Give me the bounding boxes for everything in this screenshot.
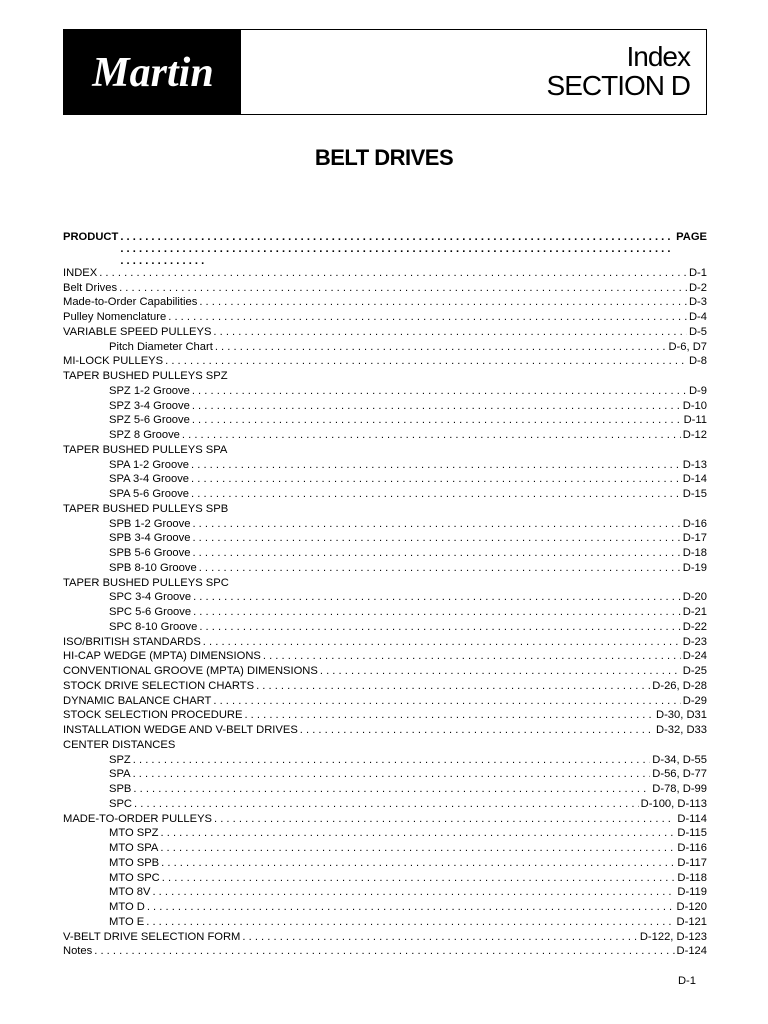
toc-entry-page: D-6, D7 xyxy=(668,340,707,353)
toc-entry-page: D-118 xyxy=(677,871,707,884)
toc-entry xyxy=(63,856,707,871)
toc-entry-label: INSTALLATION WEDGE AND V-BELT DRIVES xyxy=(63,724,298,737)
toc-entry-label: Notes xyxy=(63,945,93,958)
toc-entry-label: SPZ 8 Groove xyxy=(109,429,180,442)
toc-entry-label: TAPER BUSHED PULLEYS SPA xyxy=(63,443,228,456)
toc-entry-page: D-4 xyxy=(688,311,707,324)
toc-entry xyxy=(63,399,707,414)
martin-logo-mark xyxy=(73,42,233,102)
toc-entry xyxy=(63,708,707,723)
toc-entry-page: D-2 xyxy=(688,281,707,294)
dot-leader xyxy=(192,546,680,561)
toc-entry xyxy=(63,620,707,635)
toc-entry xyxy=(63,590,707,605)
toc-entry-label: SPA xyxy=(109,768,131,781)
toc-entry-page: D-124 xyxy=(676,945,707,958)
toc-entry xyxy=(63,944,707,959)
toc-entry-label: V-BELT DRIVE SELECTION FORM xyxy=(63,930,241,943)
toc-entry-label: INDEX xyxy=(63,266,98,279)
toc-entry-label: DYNAMIC BALANCE CHART xyxy=(63,694,212,707)
toc-entry xyxy=(63,694,707,709)
toc-entry-page: D-121 xyxy=(676,915,707,928)
dot-leader xyxy=(203,635,681,650)
toc-entry-page: D-15 xyxy=(682,488,707,501)
toc-entry-label: TAPER BUSHED PULLEYS SPC xyxy=(63,576,229,589)
section-title-box xyxy=(241,30,706,114)
toc-entry-page: D-115 xyxy=(677,827,707,840)
toc-entry-page: D-114 xyxy=(677,812,707,825)
toc-entry-page: D-12 xyxy=(682,429,707,442)
dot-leader xyxy=(213,325,687,340)
dot-leader xyxy=(168,310,687,325)
toc-entry-page: D-100, D-113 xyxy=(640,797,707,810)
dot-leader xyxy=(99,266,687,281)
toc-entry-page: D-78, D-99 xyxy=(652,783,707,796)
dot-leader xyxy=(161,856,675,871)
toc-entry-label: Belt Drives xyxy=(63,281,118,294)
toc-entry-page: D-25 xyxy=(682,665,707,678)
toc-entry-label: SPZ 5-6 Groove xyxy=(109,414,190,427)
toc-header xyxy=(63,231,707,246)
toc-entry xyxy=(63,295,707,310)
toc-entry-label: MADE-TO-ORDER PULLEYS xyxy=(63,812,212,825)
toc-entry-page: D-32, D33 xyxy=(656,724,707,737)
toc-entry xyxy=(63,915,707,930)
toc-entry-label: MTO SPC xyxy=(109,871,160,884)
toc-entry xyxy=(63,266,707,281)
toc-entry xyxy=(63,723,707,738)
dot-leader xyxy=(191,487,681,502)
page-number: D-1 xyxy=(677,975,696,987)
toc-entry xyxy=(63,826,707,841)
toc-entry-page: D-24 xyxy=(682,650,707,663)
table-of-contents xyxy=(63,231,707,959)
dot-leader xyxy=(147,900,675,915)
toc-entry-label: ISO/BRITISH STANDARDS xyxy=(63,635,201,648)
toc-entry xyxy=(63,517,707,532)
toc-entry-label: Pitch Diameter Chart xyxy=(109,340,213,353)
toc-entry xyxy=(63,443,707,458)
toc-entry-label: TAPER BUSHED PULLEYS SPB xyxy=(63,502,229,515)
dot-leader xyxy=(256,679,650,694)
toc-entry-page: D-30, D31 xyxy=(656,709,707,722)
dot-leader xyxy=(192,517,680,532)
dot-leader xyxy=(120,231,674,267)
toc-entry-label: SPA 5-6 Groove xyxy=(109,488,190,501)
toc-entry xyxy=(63,767,707,782)
dot-leader xyxy=(182,428,681,443)
dot-leader xyxy=(152,885,675,900)
toc-entry xyxy=(63,605,707,620)
toc-entry-label: SPA 3-4 Groove xyxy=(109,473,190,486)
toc-entry xyxy=(63,428,707,443)
toc-entry-label: SPC 5-6 Groove xyxy=(109,606,192,619)
toc-entry-page: D-119 xyxy=(677,886,707,899)
toc-entry-page: D-18 xyxy=(682,547,707,560)
dot-leader xyxy=(146,915,674,930)
toc-entry-label: MTO D xyxy=(109,901,145,914)
toc-entry-label: SPC 3-4 Groove xyxy=(109,591,192,604)
toc-entry-label: MI-LOCK PULLEYS xyxy=(63,355,164,368)
toc-entry-label: SPB xyxy=(109,783,132,796)
toc-entry-label: SPB 1-2 Groove xyxy=(109,517,191,530)
toc-entry-label: SPZ xyxy=(109,753,131,766)
toc-entry-page: D-16 xyxy=(682,517,707,530)
dot-leader xyxy=(263,649,681,664)
toc-entries xyxy=(63,266,707,959)
toc-entry-page: D-29 xyxy=(682,694,707,707)
toc-entry xyxy=(63,502,707,517)
toc-entry-label: SPZ 3-4 Groove xyxy=(109,399,190,412)
toc-entry-page: D-8 xyxy=(688,355,707,368)
toc-entry-label: Made-to-Order Capabilities xyxy=(63,296,198,309)
toc-entry-page: D-11 xyxy=(683,414,707,427)
toc-entry xyxy=(63,664,707,679)
toc-entry xyxy=(63,325,707,340)
toc-entry-label: MTO SPZ xyxy=(109,827,159,840)
toc-entry-label: SPC xyxy=(109,797,133,810)
dot-leader xyxy=(199,561,681,576)
dot-leader xyxy=(192,399,681,414)
toc-entry-page: D-14 xyxy=(682,473,707,486)
dot-leader xyxy=(160,841,675,856)
toc-entry xyxy=(63,561,707,576)
toc-entry-label: SPZ 1-2 Groove xyxy=(109,384,190,397)
toc-entry xyxy=(63,472,707,487)
toc-entry-page: D-120 xyxy=(676,901,707,914)
dot-leader xyxy=(133,782,650,797)
toc-entry-label: TAPER BUSHED PULLEYS SPZ xyxy=(63,370,228,383)
toc-entry-label: SPC 8-10 Groove xyxy=(109,620,198,633)
dot-leader xyxy=(320,664,681,679)
toc-entry xyxy=(63,782,707,797)
toc-entry-page: D-19 xyxy=(682,561,707,574)
toc-entry xyxy=(63,797,707,812)
toc-entry xyxy=(63,900,707,915)
logo-text: Martin xyxy=(91,50,214,96)
toc-entry-label: VARIABLE SPEED PULLEYS xyxy=(63,325,212,338)
toc-entry-page: D-20 xyxy=(682,591,707,604)
toc-entry xyxy=(63,753,707,768)
martin-logo xyxy=(64,30,241,114)
toc-entry-page: D-5 xyxy=(688,325,707,338)
dot-leader xyxy=(214,812,675,827)
toc-entry xyxy=(63,679,707,694)
toc-entry-page: D-23 xyxy=(682,635,707,648)
dot-leader xyxy=(133,753,651,768)
dot-leader xyxy=(199,295,687,310)
toc-entry xyxy=(63,930,707,945)
toc-entry xyxy=(63,841,707,856)
dot-leader xyxy=(119,281,687,296)
toc-entry-label: CENTER DISTANCES xyxy=(63,738,176,751)
toc-entry xyxy=(63,310,707,325)
toc-entry-page: D-10 xyxy=(682,399,707,412)
toc-entry-label: SPB 8-10 Groove xyxy=(109,561,197,574)
dot-leader xyxy=(161,826,676,841)
toc-entry-label: MTO SPB xyxy=(109,856,160,869)
dot-leader xyxy=(244,708,654,723)
dot-leader xyxy=(191,458,681,473)
toc-entry xyxy=(63,340,707,355)
toc-entry xyxy=(63,384,707,399)
dot-leader xyxy=(242,930,637,945)
dot-leader xyxy=(165,354,687,369)
toc-entry-page: D-34, D-55 xyxy=(652,753,707,766)
dot-leader xyxy=(192,384,687,399)
toc-entry-label: STOCK SELECTION PROCEDURE xyxy=(63,709,243,722)
dot-leader xyxy=(199,620,680,635)
page-title: BELT DRIVES xyxy=(314,145,454,170)
toc-entry-page: D-116 xyxy=(677,842,707,855)
toc-entry-page: D-3 xyxy=(688,296,707,309)
index-label: Index xyxy=(626,41,690,73)
toc-entry-label: HI-CAP WEDGE (MPTA) DIMENSIONS xyxy=(63,650,261,663)
toc-entry-label: MTO SPA xyxy=(109,842,159,855)
dot-leader xyxy=(133,767,651,782)
toc-entry-label: STOCK DRIVE SELECTION CHARTS xyxy=(63,679,255,692)
toc-entry xyxy=(63,649,707,664)
toc-entry xyxy=(63,738,707,753)
toc-entry-page: D-9 xyxy=(688,384,707,397)
dot-leader xyxy=(192,531,680,546)
dot-leader xyxy=(213,694,680,709)
toc-entry-page: D-56, D-77 xyxy=(652,768,707,781)
toc-entry-page: D-26, D-28 xyxy=(652,679,707,692)
toc-entry xyxy=(63,354,707,369)
toc-entry-label: CONVENTIONAL GROOVE (MPTA) DIMENSIONS xyxy=(63,665,318,678)
toc-entry xyxy=(63,885,707,900)
toc-entry xyxy=(63,546,707,561)
dot-leader xyxy=(192,413,682,428)
toc-entry xyxy=(63,812,707,827)
section-label: SECTION D xyxy=(546,70,690,101)
toc-entry xyxy=(63,487,707,502)
page-header xyxy=(63,29,707,115)
toc-entry-label: Pulley Nomenclature xyxy=(63,311,167,324)
dot-leader xyxy=(193,605,681,620)
toc-entry-page: D-17 xyxy=(682,532,707,545)
toc-entry xyxy=(63,576,707,591)
dot-leader xyxy=(193,590,681,605)
dot-leader xyxy=(300,723,654,738)
toc-entry xyxy=(63,531,707,546)
dot-leader xyxy=(191,472,681,487)
toc-entry-page: D-22 xyxy=(682,620,707,633)
toc-entry-page: D-122, D-123 xyxy=(639,930,707,943)
toc-entry-label: MTO E xyxy=(109,915,145,928)
dot-leader xyxy=(162,871,676,886)
toc-entry xyxy=(63,458,707,473)
dot-leader xyxy=(134,797,639,812)
toc-entry xyxy=(63,413,707,428)
toc-entry-page: D-117 xyxy=(677,856,707,869)
toc-entry xyxy=(63,281,707,296)
toc-entry xyxy=(63,635,707,650)
page-column-label: PAGE xyxy=(676,231,707,243)
toc-entry xyxy=(63,369,707,384)
toc-entry xyxy=(63,871,707,886)
dot-leader xyxy=(215,340,667,355)
toc-entry-label: SPB 3-4 Groove xyxy=(109,532,191,545)
toc-entry-label: SPB 5-6 Groove xyxy=(109,547,191,560)
product-column-label: PRODUCT xyxy=(63,231,119,243)
dot-leader xyxy=(94,944,674,959)
toc-entry-label: SPA 1-2 Groove xyxy=(109,458,190,471)
toc-entry-page: D-1 xyxy=(688,266,707,279)
toc-entry-page: D-13 xyxy=(682,458,707,471)
toc-entry-page: D-21 xyxy=(682,606,707,619)
toc-entry-label: MTO 8V xyxy=(109,886,151,899)
